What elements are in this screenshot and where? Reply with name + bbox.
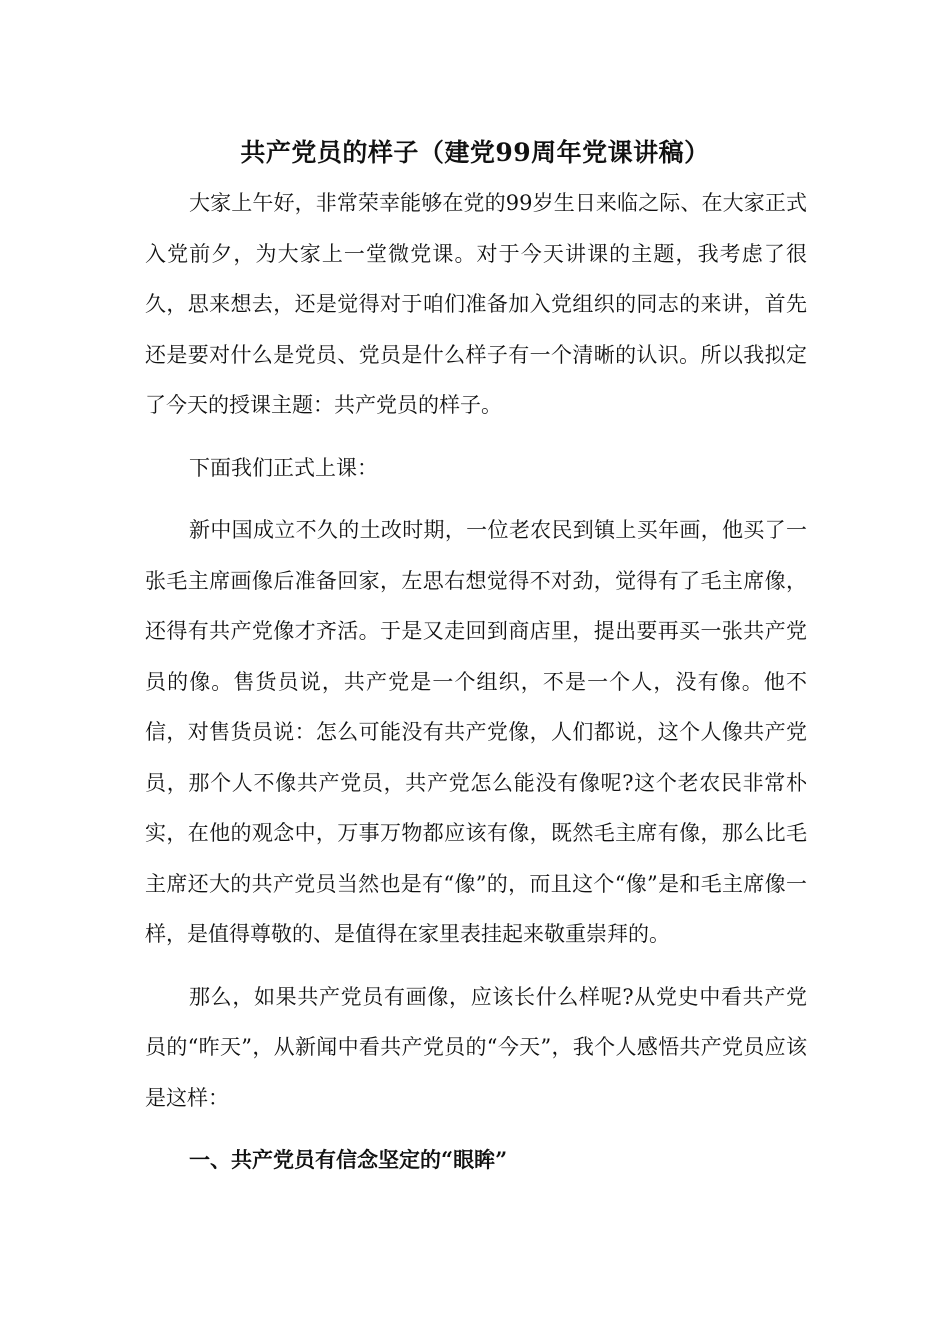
- paragraph-intro: 大家上午好，非常荣幸能够在党的99岁生日来临之际、在大家正式入党前夕，为大家上一堂微党课。对于今天讲课的主题，我考虑了很久，思来想去，还是觉得对于咱们准备加入党组织的同志的来讲，首先还是要对什么是党员、党员是什么样子有一个清晰的认识。所以我拟定了今天的授课主题：共产党员的样子。: [145, 191, 807, 417]
- section-heading-1: 一、共产党员有信念坚定的“眼眸”: [189, 1147, 508, 1172]
- paragraph-story: 新中国成立不久的土改时期，一位老农民到镇上买年画，他买了一张毛主席画像后准备回家，左思右想觉得不对劲，觉得有了毛主席像，还得有共产党像才齐活。于是又走回到商店里，提出要再买一张共产党员的像。售货员说，共产党是一个组织，不是一个人，没有像。他不信，对售货员说：怎么可能没有共产党像，人们都说，这个人像共产党员，那个人不像共产党员，共产党怎么能没有像呢?这个老农民非常朴实，在他的观念中，万事万物都应该有像，既然毛主席有像，那么比毛主席还大的共产党员当然也是有“像”的，而且这个“像”是和毛主席像一样，是值得尊敬的、是值得在家里表挂起来敬重崇拜的。: [145, 518, 807, 946]
- document-body: [145, 178, 807, 1186]
- paragraph-start-class: 下面我们正式上课：: [189, 455, 378, 480]
- document-title: 共产党员的样子（建党99周年党课讲稿）: [240, 138, 710, 167]
- paragraph-question: 那么，如果共产党员有画像，应该长什么样呢?从党史中看共产党员的“昨天”，从新闻中看共产党员的“今天”，我个人感悟共产党员应该是这样：: [145, 984, 807, 1110]
